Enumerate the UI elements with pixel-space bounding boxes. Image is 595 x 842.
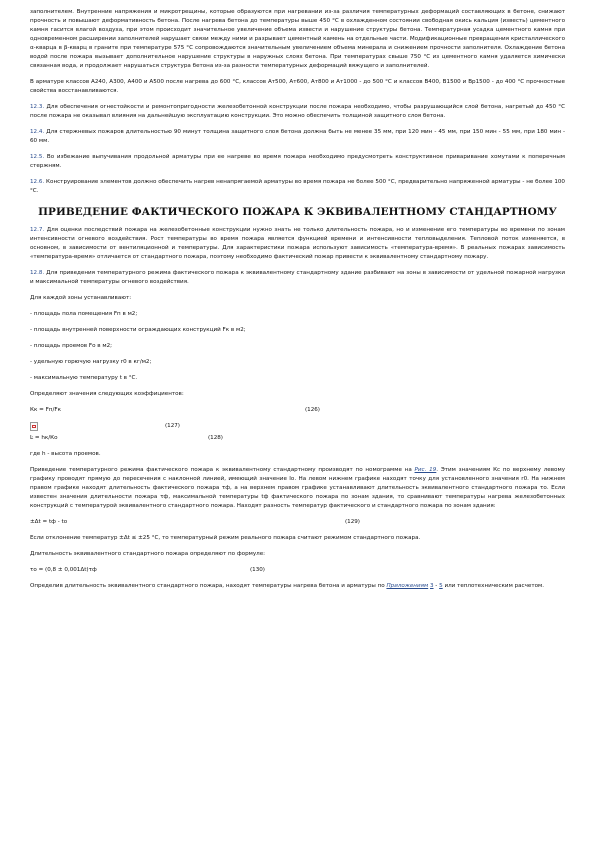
appendix-3-link[interactable]: 3 — [429, 583, 434, 589]
appendix-paragraph — [30, 582, 565, 591]
formula-127 — [30, 422, 180, 431]
separator: - — [433, 583, 440, 589]
paragraph-12-4 — [30, 128, 565, 146]
paragraph-12-5 — [30, 153, 565, 171]
clause-number: 12.4. — [30, 129, 45, 135]
paragraph-rebar-classes: В арматуре классов А240, А300, А400 и А500 после нагрева до 600 °С, классов Ат500, Ат600, Ат800 и Ат1000 - до 500 °С и классов В400, В1500 и Вр1500 - до 400 °С прочностные свойства восстанавливаются. — [30, 79, 565, 94]
clause-number: 12.5. — [30, 154, 45, 160]
formula-number: (126) — [304, 407, 320, 413]
formula-126 — [30, 406, 320, 415]
formula-130 — [30, 566, 265, 575]
clause-text: Для стержневых пожаров длительностью 90 минут толщина защитного слоя бетона должна быть не менее 35 мм, при 120 мин - 45 мм, при 150 мин - 55 мм, при 180 мин - 60 мм. — [30, 129, 565, 144]
clause-text: Для обеспечения огнестойкости и ремонтопригодности железобетонной конструкции после пожара необходимо, чтобы разрушающийся слой бетона, нагретый до 450 °С после пожара не оказывал влияния на дальнейшую эксплуатацию конструкции. Это можно обеспечить толщиной защитного слоя бетона. — [30, 104, 565, 119]
duration-paragraph: Длительность эквивалентного стандартного пожара определяют по формуле: — [30, 551, 266, 557]
paragraph-12-8 — [30, 269, 565, 287]
formula-text: τо = (0,8 ± 0,001Δt)τф — [30, 567, 97, 573]
figure-link[interactable]: Рис. 19 — [414, 467, 437, 473]
formula-text: Кк = Fп/Fк — [30, 407, 61, 413]
formula-129 — [30, 518, 360, 527]
appendix-5-link[interactable]: 5 — [439, 583, 443, 589]
formula-number: (128) — [207, 435, 223, 441]
coefficients-intro: Определяют значения следующих коэффициентов: — [30, 391, 184, 397]
clause-number: 12.7. — [30, 227, 45, 233]
clause-number: 12.6. — [30, 179, 45, 185]
formula-number: (127) — [164, 423, 180, 429]
list-item-surface-area: - площадь внутренней поверхности ограждающих конструкций Fк в м2; — [30, 327, 246, 333]
formula-note: где h - высота проемов. — [30, 451, 101, 457]
text: Приведение температурного режима фактического пожара к эквивалентному стандартному производят по номограмме на — [30, 467, 415, 473]
paragraph-12-3 — [30, 103, 565, 121]
formula-128 — [30, 434, 223, 443]
paragraph-12-6 — [30, 178, 565, 196]
list-item-max-temperature: - максимальную температуру t в °С. — [30, 375, 138, 381]
text: или теплотехническим расчетом. — [442, 583, 545, 589]
formula-text: Ŀ = hк/Кo — [30, 435, 58, 441]
list-item-fire-load: - удельную горючую нагрузку r0 в кг/м2; — [30, 359, 152, 365]
list-item-floor-area: - площадь пола помещения Fп в м2; — [30, 311, 138, 317]
section-heading: ПРИВЕДЕНИЕ ФАКТИЧЕСКОГО ПОЖАРА К ЭКВИВАЛЕНТНОМУ СТАНДАРТНОМУ — [38, 206, 557, 218]
clause-text: Во избежание выпучивания продольной арматуры при ее нагреве во время пожара необходимо предусмотреть конструктивное приваривание хомутами к поперечным стержням. — [30, 154, 565, 169]
formula-number: (130) — [249, 567, 265, 573]
text: Определив длительность эквивалентного стандартного пожара, находят температуры нагрева бетона и арматуры по — [30, 583, 387, 589]
deviation-paragraph: Если отклонение температур ±Δt ≤ ±25 °С, то температурный режим реального пожара считают режимом стандартного пожара. — [30, 535, 421, 541]
nomogram-paragraph — [30, 466, 565, 511]
text: . Этим значениям Кс по верхнему левому графику проводят прямую до пересечения с наклонной линией, имеющий значение Іо. На левом нижнем графике находят точку для установленного значения r0. На нижнем правом графике находят длительность фактического пожара τф, а на верхнем правом графике устанавливают длительность эквивалентного стандартного пожара τо. Если известен значения длительности пожара τф, максимальной температуры tф фактического пожара по зонам здания, то сравнивают температуры нагрева железобетонных конструкций с температурой эквивалентного стандартного пожара. Находят разность температур фактического и стандартного пожара по зонам здания: — [30, 467, 565, 509]
clause-number: 12.8. — [30, 270, 45, 276]
clause-text: Конструирование элементов должно обеспечить нагрев ненапрягаемой арматуры во время пожара не более 500 °С, предварительно напряженной арматуры - не более 100 °С. — [30, 179, 565, 194]
zone-intro: Для каждой зоны устанавливают: — [30, 295, 132, 301]
clause-text: Для приведения температурного режима фактического пожара к эквивалентному стандартному здание разбивают на зоны в зависимости от удельной пожарной нагрузки и максимальной температуры огневого воздействия. — [30, 270, 565, 285]
list-item-openings-area: - площадь проемов Fо в м2; — [30, 343, 113, 349]
broken-image-icon — [30, 422, 38, 431]
clause-text: Для оценки последствий пожара на железобетонные конструкции нужно знать не только длительность пожара, но и изменение его температуры во времени по зонам интенсивности огневого воздействия. Рост температуры во время пожара является функцией времени и интенсивности тепловыделения. Тепловой поток изменяется, в основном, в зависимости от вентиляционной и температуры. Для характеристики пожара используют зависимость «температура-время». В реальных пожарах зависимость «температура-время» отличается от стандартного пожара, поэтому необходимо фактический пожар привести к эквивалентному стандартному пожару. — [30, 227, 565, 260]
formula-number: (129) — [344, 519, 360, 525]
paragraph-concrete-damage: заполнителем. Внутренние напряжения и микротрещины, которые образуются при нагревании из-за различия температурных деформаций составляющих в бетоне, снижают прочность и повышают деформативность бетона. После нагрева бетона до температуры выше 450 °С в охлажденном состоянии свободная окись кальция (известь) цементного камня гасится влагой воздуха, при этом происходит значительное увеличение объема извести и нарушение структуры бетона. Температурная усадка цементного камня при одновременном расширении заполнителей нарушает связи между ними и разрывает цементный камень на отдельные части. Модификационные превращения кристаллического α-кварца в β-кварц в граните при температуре 575 °С сопровождаются значительным увеличением объема минерала и снижением прочности заполнителя. Охлаждение бетона водой после пожара вызывает дополнительное нарушение структуры в наружных слоях бетона. При температурах свыше 750 °С из цементного камня удаляется химически связанная вода, и продолжает нарушаться структура бетона из-за разности температурных деформаций вяжущего и заполнителей. — [30, 9, 565, 69]
formula-text: ±Δt = tф - tо — [30, 519, 68, 525]
paragraph-12-7 — [30, 226, 565, 262]
appendix-link[interactable]: Приложениям — [386, 583, 429, 589]
clause-number: 12.3. — [30, 104, 45, 110]
